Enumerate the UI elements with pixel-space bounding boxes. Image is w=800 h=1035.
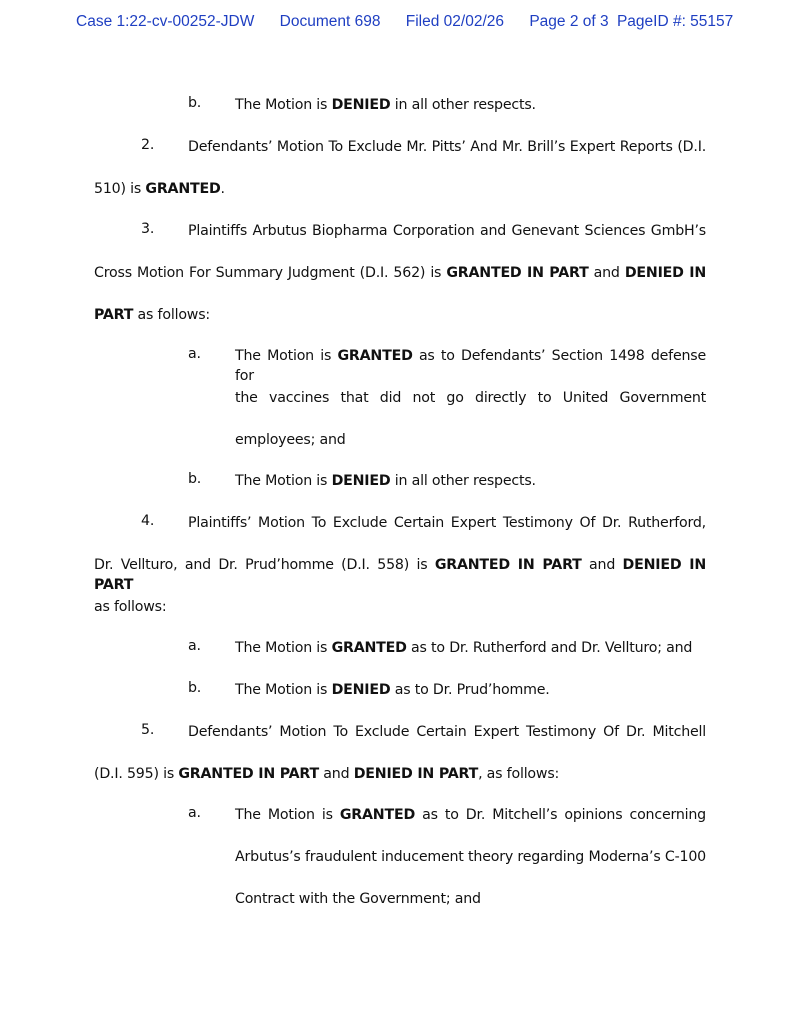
ruling-word: DENIED IN PART: [94, 557, 707, 593]
item-marker: a.: [188, 638, 201, 654]
ruling-word: DENIED IN: [624, 265, 706, 281]
list-item-text: [94, 179, 225, 199]
ruling-word: DENIED: [331, 97, 391, 113]
item-marker: a.: [188, 805, 201, 821]
list-item-text: [235, 638, 692, 658]
text-run: The Motion is: [235, 682, 332, 698]
text-run: (D.I. 595) is: [94, 766, 179, 782]
text-run: The Motion is: [235, 640, 332, 656]
page-id: PageID #: 55157: [616, 13, 734, 30]
list-item-text: [94, 305, 210, 325]
ruling-word: GRANTED: [331, 640, 407, 656]
list-item-text: [235, 346, 706, 384]
text-run: The Motion is: [235, 807, 340, 823]
item-marker: 5.: [141, 722, 155, 738]
text-run: as to Defendants’ Section 1498 defense for: [235, 348, 706, 384]
item-marker: 4.: [141, 513, 155, 529]
text-run: in all other respects.: [390, 473, 536, 489]
list-item-text: the vaccines that did not go directly to United Government: [235, 390, 706, 406]
text-run: and: [581, 557, 623, 573]
text-run: in all other respects.: [390, 97, 536, 113]
list-item-text: Contract with the Government; and: [235, 891, 481, 907]
list-item-text: [235, 471, 536, 491]
list-item-text: [94, 555, 707, 593]
ecf-header: [76, 13, 733, 31]
text-run: Dr. Vellturo, and Dr. Prud’homme (D.I. 558) is: [94, 557, 435, 573]
list-item-text: employees; and: [235, 432, 346, 448]
list-item-text: [235, 680, 550, 700]
list-item-text: Defendants’ Motion To Exclude Mr. Pitts’ And Mr. Brill’s Expert Reports (D.I.: [188, 139, 706, 155]
list-item-text: [235, 805, 706, 825]
text-run: The Motion is: [235, 348, 338, 364]
item-marker: b.: [188, 95, 202, 111]
item-marker: a.: [188, 346, 201, 362]
text-run: and: [318, 766, 354, 782]
list-item-text: Defendants’ Motion To Exclude Certain Expert Testimony Of Dr. Mitchell: [188, 724, 706, 740]
list-item-text: [235, 95, 536, 115]
ruling-word: DENIED: [331, 682, 391, 698]
list-item-text: as follows:: [94, 599, 167, 615]
text-run: Cross Motion For Summary Judgment (D.I. 562) is: [94, 265, 447, 281]
ruling-word: GRANTED: [337, 348, 413, 364]
text-run: as follows:: [133, 307, 210, 323]
ruling-word: GRANTED: [339, 807, 416, 823]
text-run: The Motion is: [235, 473, 332, 489]
ruling-word: DENIED: [331, 473, 391, 489]
text-run: 510) is: [94, 181, 146, 197]
item-marker: b.: [188, 680, 202, 696]
list-item-text: Arbutus’s fraudulent inducement theory regarding Moderna’s C-100: [235, 849, 706, 865]
text-run: The Motion is: [235, 97, 332, 113]
ruling-word: GRANTED IN PART: [434, 557, 582, 573]
text-run: as to Dr. Rutherford and Dr. Vellturo; and: [406, 640, 693, 656]
ruling-word: GRANTED IN PART: [178, 766, 319, 782]
list-item-text: [94, 263, 706, 283]
filed-date: Filed 02/02/26: [405, 13, 505, 30]
text-run: as to Dr. Prud’homme.: [390, 682, 550, 698]
item-marker: 3.: [141, 221, 155, 237]
item-marker: 2.: [141, 137, 155, 153]
list-item-text: Plaintiffs Arbutus Biopharma Corporation and Genevant Sciences GmbH’s: [188, 223, 706, 239]
ruling-word: GRANTED IN PART: [446, 265, 589, 281]
page-count: Page 2 of 3: [529, 13, 609, 30]
text-run: and: [588, 265, 625, 281]
text-run: , as follows:: [478, 766, 560, 782]
list-item-text: Plaintiffs’ Motion To Exclude Certain Expert Testimony Of Dr. Rutherford,: [188, 515, 706, 531]
ruling-word: GRANTED: [145, 181, 221, 197]
text-run: as to Dr. Mitchell’s opinions concerning: [415, 807, 706, 823]
case-number: Case 1:22-cv-00252-JDW: [76, 13, 255, 30]
ruling-word: PART: [94, 307, 134, 323]
text-run: .: [220, 181, 225, 197]
item-marker: b.: [188, 471, 202, 487]
document-number: Document 698: [279, 13, 381, 30]
ruling-word: DENIED IN PART: [353, 766, 479, 782]
list-item-text: [94, 764, 559, 784]
